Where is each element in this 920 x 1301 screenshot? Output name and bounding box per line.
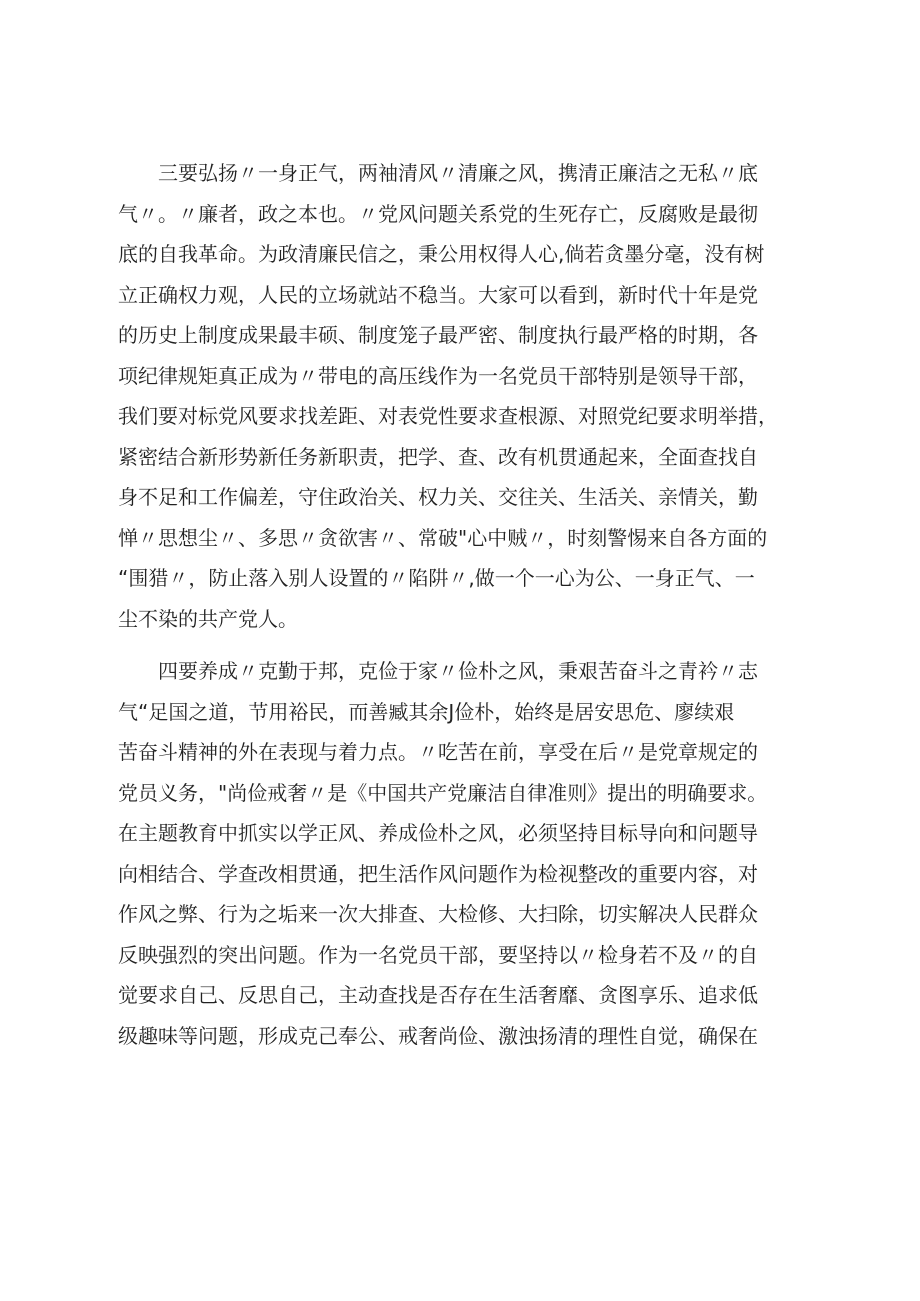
text-line: 反映强烈的突出问题。作为一名党员干部，要坚持以〃检身若不及〃的自 bbox=[118, 942, 758, 967]
text-line: 气〃。〃廉者，政之本也。〃党风问题关系党的生死存亡，反腐败是最彻 bbox=[118, 201, 758, 226]
text-line: 作风之弊、行为之垢来一次大排查、大检修、大扫除，切实解决人民群众 bbox=[118, 902, 758, 926]
text-line: 四要养成〃克勤于邦，克俭于家〃俭朴之风，秉艰苦奋斗之青衿〃志 bbox=[118, 659, 758, 683]
text-line: 向相结合、学查改相贯通，把生活作风问题作为检视整改的重要内容，对 bbox=[118, 861, 758, 886]
text-line: 紧密结合新形势新任务新职责，把学、查、改有机贯通起来，全面查找自 bbox=[118, 444, 758, 469]
document-body bbox=[118, 153, 824, 1056]
text-line: 尘不染的共产党人。 bbox=[118, 606, 298, 631]
paragraph-4 bbox=[118, 651, 824, 1056]
text-line: 的历史上制度成果最丰硕、制度笼子最严密、制度执行最严格的时期，各 bbox=[118, 323, 758, 347]
text-line: 在主题教育中抓实以学正风、养成俭朴之风，必须坚持目标导向和问题导 bbox=[118, 821, 758, 845]
text-line: 惮〃思想尘〃、多思〃贪欲害〃、常破"心中贼〃，时刻警惕来自各方面的 bbox=[118, 525, 768, 550]
paragraph-3 bbox=[118, 153, 824, 639]
text-line: 级趣味等问题，形成克己奉公、戒奢尚俭、激浊扬清的理性自觉，确保在 bbox=[118, 1023, 758, 1048]
text-line: 我们要对标党风要求找差距、对表党性要求查根源、对照党纪要求明举措， bbox=[118, 404, 778, 428]
text-line: 底的自我革命。为政清廉民信之，秉公用权得人心,倘若贪墨分毫，没有树 bbox=[118, 242, 765, 266]
text-line: 党员义务，"尚俭戒奢〃是《中国共产党廉洁自律准则》提出的明确要求。 bbox=[118, 780, 768, 805]
text-line: 立正确权力观，人民的立场就站不稳当。大家可以看到，新时代十年是党 bbox=[118, 282, 758, 307]
text-line: 气“足国之道，节用裕民，而善臧其余J俭朴，始终是居安思危、廖续艰 bbox=[118, 699, 735, 724]
text-line: 觉要求自己、反思自己，主动查找是否存在生活奢靡、贪图享乐、追求低 bbox=[118, 983, 758, 1007]
text-line: 身不足和工作偏差，守住政治关、权力关、交往关、生活关、亲情关，勤 bbox=[118, 485, 758, 509]
text-line: 三要弘扬〃一身正气，两袖清风〃清廉之风，携清正廉洁之无私〃底 bbox=[118, 161, 758, 185]
text-line: 项纪律规矩真正成为〃带电的高压线作为一名党员干部特别是领导干部， bbox=[118, 363, 758, 388]
text-line: 苦奋斗精神的外在表现与着力点。〃吃苦在前，享受在后〃是党章规定的 bbox=[118, 740, 758, 764]
text-line: “围猎〃，防止落入别人设置的〃陷阱〃,做一个一心为公、一身正气、一 bbox=[118, 566, 755, 590]
